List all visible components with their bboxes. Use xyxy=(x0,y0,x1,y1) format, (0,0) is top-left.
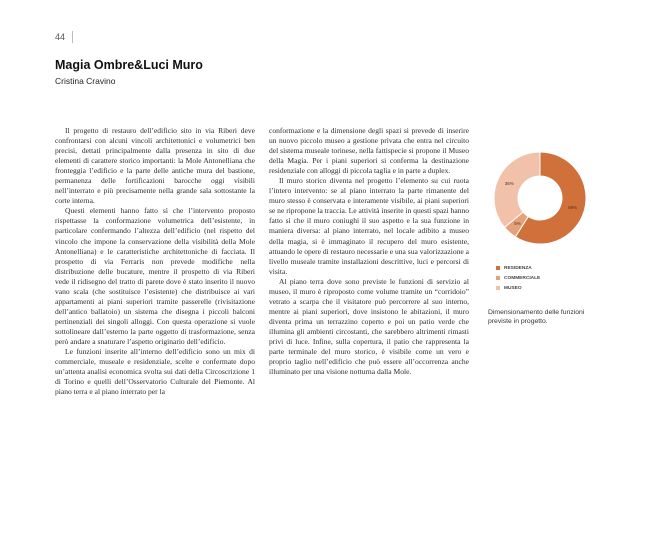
donut-chart-svg xyxy=(490,148,590,248)
text-column-left xyxy=(55,126,255,397)
legend-swatch xyxy=(496,266,500,270)
page-number: 44 xyxy=(55,32,66,42)
text-column-right xyxy=(269,126,469,377)
donut-value-label: 5% xyxy=(514,221,521,227)
donut-slice-museo xyxy=(494,152,540,227)
page-number-divider xyxy=(72,31,73,43)
legend-label: COMMERCIALE xyxy=(504,275,541,281)
paragraph: Il muro storico diventa nel progetto l’elemento su cui ruota l’intero intervento: se al piano interrato la parte rimanente del muro stesso è conservata e interamente visibile, ai piani superiori se ne ripropone la traccia. Le attività inserite in questi spazi hanno fatto sì che il muro coniughi il suo aspetto e la sua funzione in maniera diversa: al piano interrato, nel locale adibito a museo della magia, si è immaginato il recupero del muro esistente, attuando le opere di restauro necessarie e una sua valorizzazione a livello museale tramite installazioni descrittive, luci e percorsi di visita. xyxy=(269,176,469,276)
article-author: Cristina Cravino xyxy=(55,76,116,86)
legend-swatch xyxy=(496,286,500,290)
legend-label: MUSEO xyxy=(504,285,522,291)
donut-value-label: 36% xyxy=(504,181,514,187)
figure-caption: Dimensionamento delle funzioni previste in progetto. xyxy=(488,309,585,325)
donut-chart xyxy=(490,148,590,248)
paragraph: Al piano terra dove sono previste le funzioni di servizio al museo, il muro è riproposto come volume tramite un “corridoio” vetrato a scarpa che il visitatore può percorrere al suo interno, mentre ai piani superiori, dove insistono le abitazioni, il muro diventa prima un terrazzino coperto e poi un patio verde che illumina gli ambienti circostanti, che sarebbero altrimenti rimasti privi di luce. Infine, sulla copertura, il patio che rappresenta la parte terminale del muro storico, è visibile come un vero e proprio taglio nell’edificio che può essere all’occorrenza anche illuminato per una visione notturna dalla Mole. xyxy=(269,276,469,377)
article-title: Magia Ombre&Luci Muro xyxy=(55,58,203,72)
paragraph: Le funzioni inserite all’interno dell’edificio sono un mix di commerciale, museale e residenziale, scelte e confermate dopo un’attenta analisi economica svolta sui dati della Circoscrizione 1 di Torino e quelli dell’Osservatorio Culturale del Piemonte. Al piano terra e al piano interrato per la xyxy=(55,347,255,397)
legend-item-commerciale xyxy=(496,273,540,283)
paragraph: conformazione e la dimensione degli spazi si prevede di inserire un nuovo piccolo museo a gestione privata che entra nel circuito del sistema museale torinese, nella fattispecie si propone il Museo della Magia. Per i piani superiori si conferma la destinazione residenziale con alloggi di piccola taglia e in parte a duplex. xyxy=(269,126,469,176)
legend-item-residenza xyxy=(496,263,540,273)
donut-value-label: 59% xyxy=(568,204,578,210)
paragraph: Il progetto di restauro dell’edificio sito in via Riberi deve confrontarsi con alcuni vincoli architettonici e volumetrici ben precisi, dettati principalmente dalla presenza in sito di due elementi di carattere storico importanti: la Mole Antonelliana che fronteggia l’edificio e la parte delle antiche mura del bastione, permanenza delle fortificazioni barocche oggi visibili nell’interrato e più precisamente nella grande sala sottostante la corte interna. xyxy=(55,126,255,206)
paragraph: Questi elementi hanno fatto sì che l’intervento proposto rispettasse la conformazione volumetrica dell’esistente, in particolare confermando l’altezza dell’edificio (nel rispetto del vincolo che impone la conservazione della visibilità della Mole Antonelliana) e le caratteristiche architettoniche di facciata. Il prospetto di via Ferraris non prevede modifiche nella distribuzione delle bucature, mentre il prospetto di via Riberi vede il ridisegno del tratto di parete dove è stato inserito il nuovo vano scala (che sostituisce l’esistente) che distribuisce ai vari appartamenti ai piani superiori tramite passerelle (rivisitazione dell’antico ballatoio) un sistema che disegna i piccoli balconi pertinenziali dei singoli alloggi. Con questa operazione si vuole sottolineare dall’esterno la parte oggetto di trasformazione, senza però andare a snaturare l’aspetto originario dell’edificio. xyxy=(55,206,255,346)
legend-item-museo xyxy=(496,283,540,293)
legend-swatch xyxy=(496,276,500,280)
legend-label: RESIDENZA xyxy=(504,265,532,271)
chart-legend xyxy=(496,263,540,293)
